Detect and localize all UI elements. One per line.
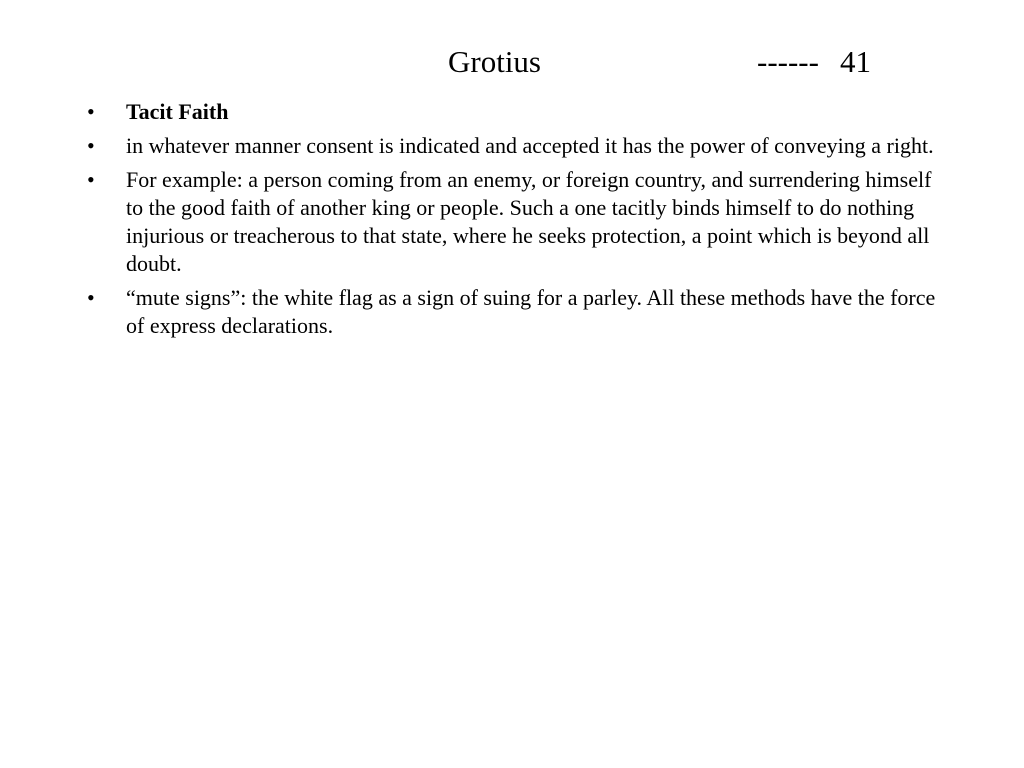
slide-title bbox=[0, 42, 1024, 82]
bullet-list bbox=[84, 98, 944, 346]
bullet-text: For example: a person coming from an enemy, or foreign country, and surrendering himself to the good faith of another king or people. Such a one tacitly binds himself to do nothing injurious or treacherous to that state, where he seeks protection, a point which is beyond all doubt. bbox=[126, 167, 932, 276]
title-dashes: ------ bbox=[757, 44, 819, 79]
bullet-icon: • bbox=[87, 99, 95, 124]
bullet-item-mute-signs bbox=[84, 284, 944, 340]
bullet-icon: • bbox=[87, 167, 95, 192]
bullet-icon: • bbox=[87, 285, 95, 310]
bullet-text: “mute signs”: the white flag as a sign of suing for a parley. All these methods have the force of express declarations. bbox=[126, 285, 936, 338]
slide-number: 41 bbox=[840, 44, 871, 79]
bullet-heading-text: Tacit Faith bbox=[126, 99, 229, 124]
title-text: Grotius bbox=[448, 44, 541, 79]
bullet-item-heading bbox=[84, 98, 944, 126]
bullet-item-consent bbox=[84, 132, 944, 160]
bullet-item-example bbox=[84, 166, 944, 278]
bullet-text: in whatever manner consent is indicated and accepted it has the power of conveying a right. bbox=[126, 133, 934, 158]
bullet-icon: • bbox=[87, 133, 95, 158]
